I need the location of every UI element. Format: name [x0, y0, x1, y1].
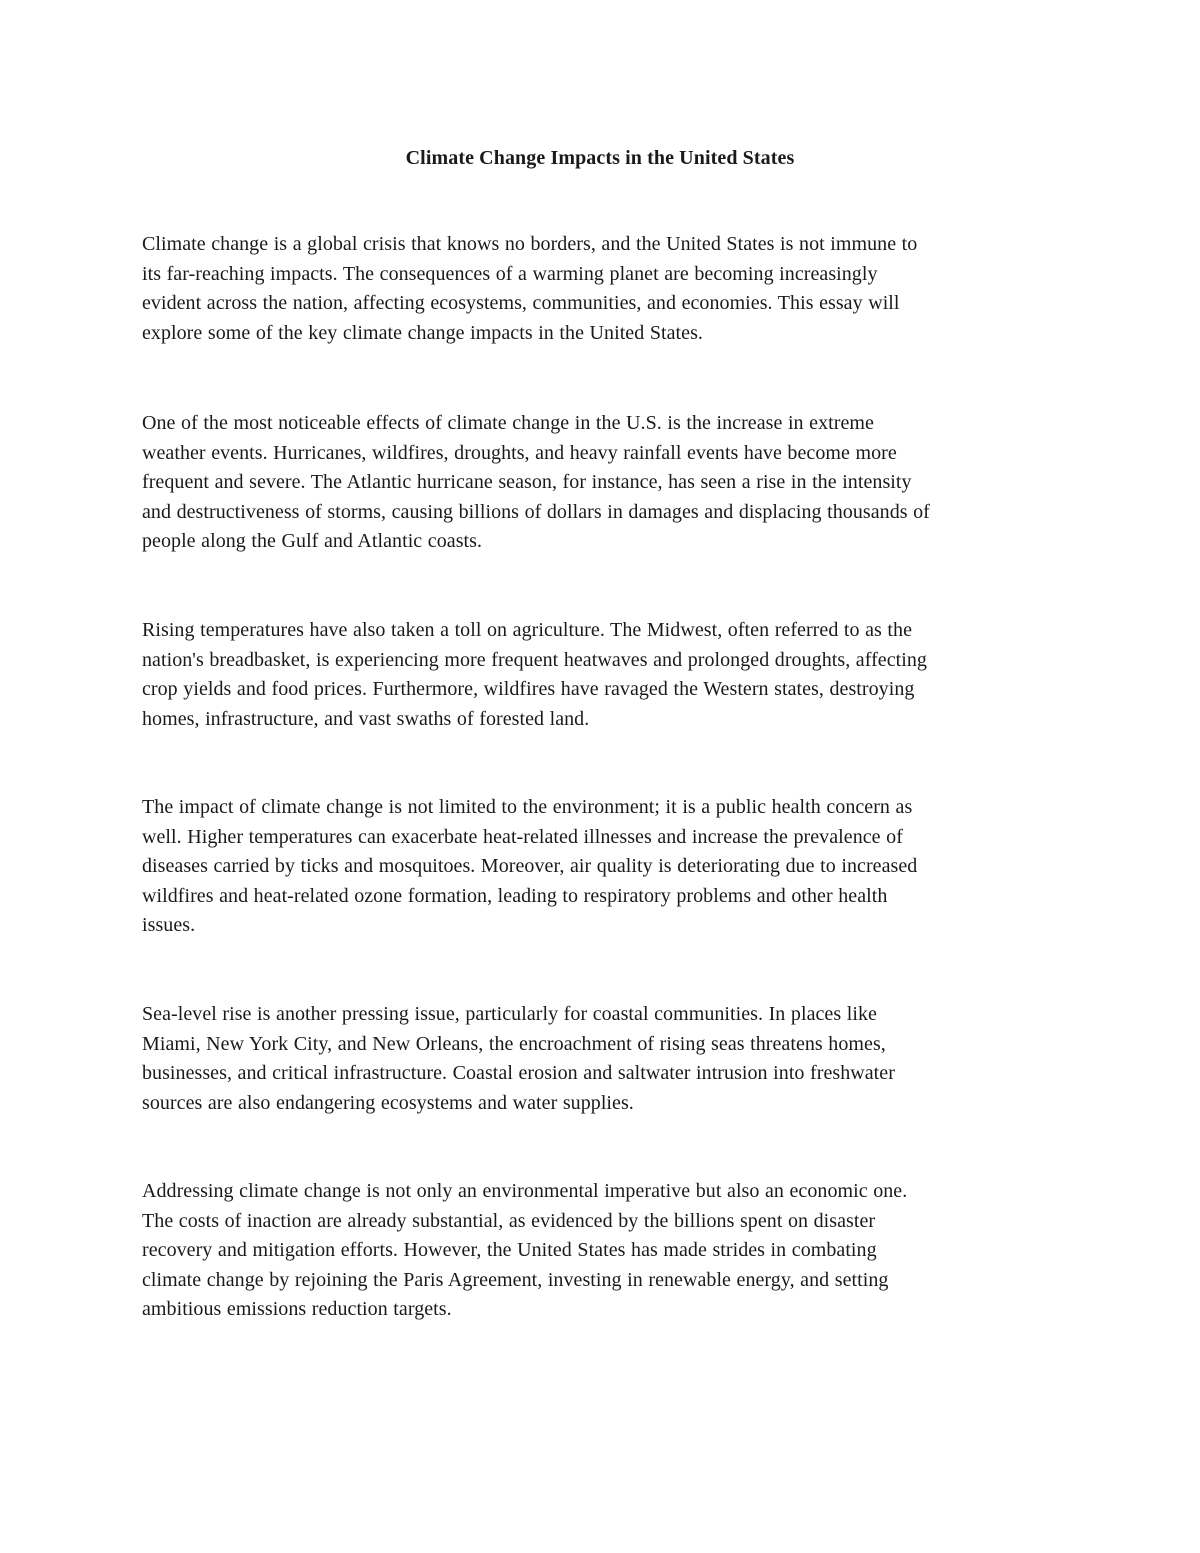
text-line: recovery and mitigation efforts. However, the United States has made strides in combating — [142, 1239, 877, 1261]
paragraph-public-health — [142, 793, 1072, 941]
text-line: The costs of inaction are already substantial, as evidenced by the billions spent on disaster — [142, 1209, 876, 1232]
text-line: ambitious emissions reduction targets. — [142, 1298, 452, 1320]
text-line: businesses, and critical infrastructure. Coastal erosion and saltwater intrusion into freshwater — [142, 1062, 895, 1084]
text-line: well. Higher temperatures can exacerbate heat-related illnesses and increase the prevalence of — [142, 825, 903, 848]
text-line: The impact of climate change is not limited to the environment; it is a public health concern as — [142, 796, 913, 818]
text-line: its far-reaching impacts. The consequences of a warming planet are becoming increasingly — [142, 262, 878, 285]
text-line: issues. — [142, 914, 196, 936]
text-line: diseases carried by ticks and mosquitoes. Moreover, air quality is deteriorating due to increased — [142, 855, 918, 877]
text-line: Climate change is a global crisis that knows no borders, and the United States is not immune to — [142, 233, 918, 255]
text-line: Addressing climate change is not only an environmental imperative but also an economic one. — [142, 1180, 908, 1202]
text-line: explore some of the key climate change impacts in the United States. — [142, 321, 703, 344]
text-line: crop yields and food prices. Furthermore, wildfires have ravaged the Western states, destroying — [142, 678, 915, 700]
paragraph-extreme-weather — [142, 409, 1072, 557]
text-line: people along the Gulf and Atlantic coasts. — [142, 530, 483, 552]
text-line: nation's breadbasket, is experiencing more frequent heatwaves and prolonged droughts, affecting — [142, 648, 927, 671]
text-line: homes, infrastructure, and vast swaths of forested land. — [142, 707, 590, 730]
text-line: wildfires and heat-related ozone formation, leading to respiratory problems and other health — [142, 884, 888, 907]
text-line: and destructiveness of storms, causing billions of dollars in damages and displacing thousands of — [142, 500, 930, 523]
paragraph-agriculture — [142, 616, 1072, 734]
text-line: frequent and severe. The Atlantic hurricane season, for instance, has seen a rise in the intensity — [142, 471, 912, 493]
paragraph-sea-level — [142, 1000, 1072, 1118]
paragraph-intro — [142, 230, 1072, 348]
text-line: Miami, New York City, and New Orleans, the encroachment of rising seas threatens homes, — [142, 1032, 886, 1055]
text-line: One of the most noticeable effects of climate change in the U.S. is the increase in extreme — [142, 412, 874, 434]
text-line: Rising temperatures have also taken a toll on agriculture. The Midwest, often referred to as the — [142, 619, 913, 641]
text-line: weather events. Hurricanes, wildfires, droughts, and heavy rainfall events have become more — [142, 441, 897, 464]
document-title: Climate Change Impacts in the United States — [405, 147, 795, 169]
text-line: climate change by rejoining the Paris Agreement, investing in renewable energy, and setting — [142, 1268, 889, 1291]
text-line: evident across the nation, affecting ecosystems, communities, and economies. This essay will — [142, 292, 900, 314]
text-line: Sea-level rise is another pressing issue, particularly for coastal communities. In places like — [142, 1003, 877, 1025]
paragraph-economics — [142, 1177, 1072, 1325]
text-line: sources are also endangering ecosystems and water supplies. — [142, 1091, 634, 1114]
